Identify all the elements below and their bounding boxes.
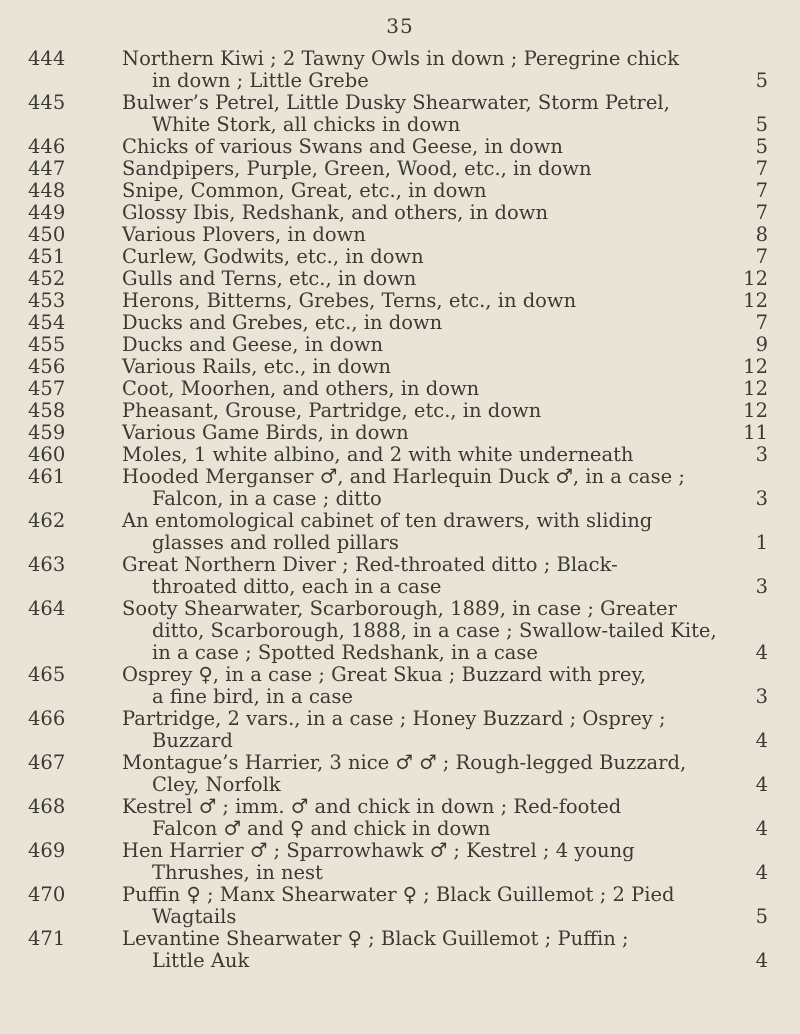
lot-entry bbox=[0, 48, 800, 92]
lot-quantity: 9 bbox=[755, 333, 768, 356]
lot-description-line: Sandpipers, Purple, Green, Wood, etc., in down bbox=[122, 157, 592, 180]
lot-entry bbox=[0, 290, 800, 312]
lot-entry bbox=[0, 708, 800, 752]
lot-description-continuation: in a case ; Spotted Redshank, in a case bbox=[152, 641, 538, 664]
lot-description-line: Various Game Birds, in down bbox=[122, 421, 409, 444]
lot-quantity: 4 bbox=[755, 817, 768, 840]
lot-entry bbox=[0, 400, 800, 422]
lot-entry bbox=[0, 422, 800, 444]
lot-quantity: 12 bbox=[743, 289, 768, 312]
lot-quantity: 12 bbox=[743, 267, 768, 290]
lot-description bbox=[122, 752, 768, 796]
lot-entry bbox=[0, 378, 800, 400]
lot-number: 456 bbox=[28, 355, 66, 378]
lot-description-line: Glossy Ibis, Redshank, and others, in down bbox=[122, 201, 549, 224]
lot-description-line: Puffin ♀ ; Manx Shearwater ♀ ; Black Guillemot ; 2 Pied bbox=[122, 883, 675, 906]
lot-quantity: 4 bbox=[755, 641, 768, 664]
lot-number: 460 bbox=[28, 443, 66, 466]
lot-description-line: Bulwer’s Petrel, Little Dusky Shearwater, Storm Petrel, bbox=[122, 91, 670, 114]
lot-description-line: Hooded Merganser ♂, and Harlequin Duck ♂, in a case ; bbox=[122, 465, 685, 488]
lot-number: 446 bbox=[28, 135, 66, 158]
lot-description-line: Herons, Bitterns, Grebes, Terns, etc., in down bbox=[122, 289, 577, 312]
lot-description bbox=[122, 180, 768, 202]
lot-number: 445 bbox=[28, 91, 66, 114]
lot-description-continuation: Wagtails bbox=[152, 905, 237, 928]
lot-quantity: 1 bbox=[755, 531, 768, 554]
lot-number: 464 bbox=[28, 597, 66, 620]
lot-quantity: 12 bbox=[743, 377, 768, 400]
lot-description-continuation: glasses and rolled pillars bbox=[152, 531, 399, 554]
lot-description-line: Various Plovers, in down bbox=[122, 223, 366, 246]
lot-description bbox=[122, 400, 768, 422]
lot-number: 468 bbox=[28, 795, 66, 818]
lot-number: 449 bbox=[28, 201, 66, 224]
lot-number: 451 bbox=[28, 245, 66, 268]
lot-entry bbox=[0, 840, 800, 884]
lot-quantity: 4 bbox=[755, 729, 768, 752]
lot-entry bbox=[0, 752, 800, 796]
lot-description bbox=[122, 268, 768, 290]
lot-description-line: Hen Harrier ♂ ; Sparrowhawk ♂ ; Kestrel ; 4 young bbox=[122, 839, 635, 862]
lot-entry bbox=[0, 224, 800, 246]
lot-description-continuation: Little Auk bbox=[152, 949, 250, 972]
lot-entry bbox=[0, 356, 800, 378]
lot-quantity: 3 bbox=[755, 487, 768, 510]
lot-quantity: 3 bbox=[755, 685, 768, 708]
lot-description bbox=[122, 312, 768, 334]
lot-quantity: 7 bbox=[755, 245, 768, 268]
lot-description-line: Pheasant, Grouse, Partridge, etc., in down bbox=[122, 399, 542, 422]
lot-number: 461 bbox=[28, 465, 66, 488]
lot-number: 458 bbox=[28, 399, 66, 422]
lot-entry bbox=[0, 928, 800, 972]
lot-description-line: Snipe, Common, Great, etc., in down bbox=[122, 179, 487, 202]
lot-entry bbox=[0, 554, 800, 598]
lot-description-line: Northern Kiwi ; 2 Tawny Owls in down ; Peregrine chick bbox=[122, 47, 680, 70]
lot-description-line: Sooty Shearwater, Scarborough, 1889, in case ; Greater bbox=[122, 597, 677, 620]
lot-number: 444 bbox=[28, 47, 66, 70]
lot-description-continuation: White Stork, all chicks in down bbox=[152, 113, 461, 136]
lot-description-line: Coot, Moorhen, and others, in down bbox=[122, 377, 480, 400]
lot-description bbox=[122, 356, 768, 378]
lot-quantity: 12 bbox=[743, 355, 768, 378]
lot-entry bbox=[0, 444, 800, 466]
lot-description-continuation: Cley, Norfolk bbox=[152, 773, 281, 796]
lot-description bbox=[122, 928, 768, 972]
lot-quantity: 4 bbox=[755, 773, 768, 796]
lot-description bbox=[122, 708, 768, 752]
lot-description bbox=[122, 246, 768, 268]
lot-description bbox=[122, 554, 768, 598]
lot-entry bbox=[0, 510, 800, 554]
lot-number: 469 bbox=[28, 839, 66, 862]
lot-number: 463 bbox=[28, 553, 66, 576]
lot-description bbox=[122, 378, 768, 400]
lot-description-line: Kestrel ♂ ; imm. ♂ and chick in down ; Red-footed bbox=[122, 795, 622, 818]
lot-description bbox=[122, 444, 768, 466]
lot-number: 470 bbox=[28, 883, 66, 906]
lot-description bbox=[122, 598, 768, 664]
lot-description bbox=[122, 224, 768, 246]
lot-description-line: Ducks and Geese, in down bbox=[122, 333, 384, 356]
lot-number: 459 bbox=[28, 421, 66, 444]
lot-description bbox=[122, 664, 768, 708]
lot-quantity: 8 bbox=[755, 223, 768, 246]
lot-quantity: 12 bbox=[743, 399, 768, 422]
lot-entry bbox=[0, 136, 800, 158]
lot-entry bbox=[0, 92, 800, 136]
lot-description bbox=[122, 796, 768, 840]
lot-number: 453 bbox=[28, 289, 66, 312]
lot-entry bbox=[0, 664, 800, 708]
lot-description bbox=[122, 466, 768, 510]
lot-entry bbox=[0, 334, 800, 356]
lot-entry bbox=[0, 312, 800, 334]
lot-description bbox=[122, 136, 768, 158]
lot-list bbox=[0, 48, 800, 972]
lot-description-continuation: ditto, Scarborough, 1888, in a case ; Swallow-tailed Kite, bbox=[152, 619, 717, 642]
lot-entry bbox=[0, 202, 800, 224]
lot-number: 447 bbox=[28, 157, 66, 180]
lot-number: 467 bbox=[28, 751, 66, 774]
lot-description bbox=[122, 48, 768, 92]
lot-number: 471 bbox=[28, 927, 66, 950]
lot-description-line: Chicks of various Swans and Geese, in down bbox=[122, 135, 563, 158]
lot-description-continuation: in down ; Little Grebe bbox=[152, 69, 369, 92]
lot-number: 455 bbox=[28, 333, 66, 356]
lot-entry bbox=[0, 180, 800, 202]
lot-description-line: Great Northern Diver ; Red-throated ditto ; Black- bbox=[122, 553, 618, 576]
lot-quantity: 5 bbox=[755, 69, 768, 92]
lot-quantity: 11 bbox=[743, 421, 768, 444]
lot-quantity: 4 bbox=[755, 949, 768, 972]
lot-quantity: 5 bbox=[755, 135, 768, 158]
lot-quantity: 4 bbox=[755, 861, 768, 884]
lot-number: 457 bbox=[28, 377, 66, 400]
lot-description-line: Osprey ♀, in a case ; Great Skua ; Buzzard with prey, bbox=[122, 663, 647, 686]
lot-description-continuation: Thrushes, in nest bbox=[152, 861, 323, 884]
lot-description bbox=[122, 290, 768, 312]
lot-description-line: Moles, 1 white albino, and 2 with white underneath bbox=[122, 443, 634, 466]
lot-entry bbox=[0, 158, 800, 180]
lot-description-line: Various Rails, etc., in down bbox=[122, 355, 391, 378]
lot-number: 462 bbox=[28, 509, 66, 532]
lot-entry bbox=[0, 796, 800, 840]
lot-description-continuation: throated ditto, each in a case bbox=[152, 575, 442, 598]
lot-quantity: 7 bbox=[755, 157, 768, 180]
lot-quantity: 3 bbox=[755, 575, 768, 598]
lot-quantity: 5 bbox=[755, 113, 768, 136]
lot-description bbox=[122, 840, 768, 884]
lot-description bbox=[122, 422, 768, 444]
lot-description-continuation: Falcon ♂ and ♀ and chick in down bbox=[152, 817, 491, 840]
lot-description-line: Levantine Shearwater ♀ ; Black Guillemot ; Puffin ; bbox=[122, 927, 629, 950]
lot-description-line: Ducks and Grebes, etc., in down bbox=[122, 311, 443, 334]
lot-quantity: 7 bbox=[755, 179, 768, 202]
lot-number: 448 bbox=[28, 179, 66, 202]
lot-description-line: Gulls and Terns, etc., in down bbox=[122, 267, 417, 290]
lot-entry bbox=[0, 246, 800, 268]
lot-number: 465 bbox=[28, 663, 66, 686]
lot-description-line: Curlew, Godwits, etc., in down bbox=[122, 245, 424, 268]
lot-quantity: 3 bbox=[755, 443, 768, 466]
lot-description bbox=[122, 334, 768, 356]
lot-quantity: 7 bbox=[755, 201, 768, 224]
lot-description bbox=[122, 510, 768, 554]
lot-description-continuation: Falcon, in a case ; ditto bbox=[152, 487, 382, 510]
lot-quantity: 5 bbox=[755, 905, 768, 928]
lot-quantity: 7 bbox=[755, 311, 768, 334]
lot-description bbox=[122, 158, 768, 180]
lot-entry bbox=[0, 268, 800, 290]
lot-description bbox=[122, 92, 768, 136]
lot-description-line: Partridge, 2 vars., in a case ; Honey Buzzard ; Osprey ; bbox=[122, 707, 666, 730]
lot-entry bbox=[0, 598, 800, 664]
lot-number: 452 bbox=[28, 267, 66, 290]
lot-description bbox=[122, 884, 768, 928]
lot-entry bbox=[0, 884, 800, 928]
lot-description-line: Montague’s Harrier, 3 nice ♂ ♂ ; Rough-legged Buzzard, bbox=[122, 751, 687, 774]
page-number: 35 bbox=[386, 14, 414, 38]
lot-description-continuation: Buzzard bbox=[152, 729, 233, 752]
lot-description-continuation: a fine bird, in a case bbox=[152, 685, 353, 708]
lot-description bbox=[122, 202, 768, 224]
lot-entry bbox=[0, 466, 800, 510]
lot-description-line: An entomological cabinet of ten drawers, with sliding bbox=[122, 509, 653, 532]
lot-number: 454 bbox=[28, 311, 66, 334]
lot-number: 466 bbox=[28, 707, 66, 730]
lot-number: 450 bbox=[28, 223, 66, 246]
